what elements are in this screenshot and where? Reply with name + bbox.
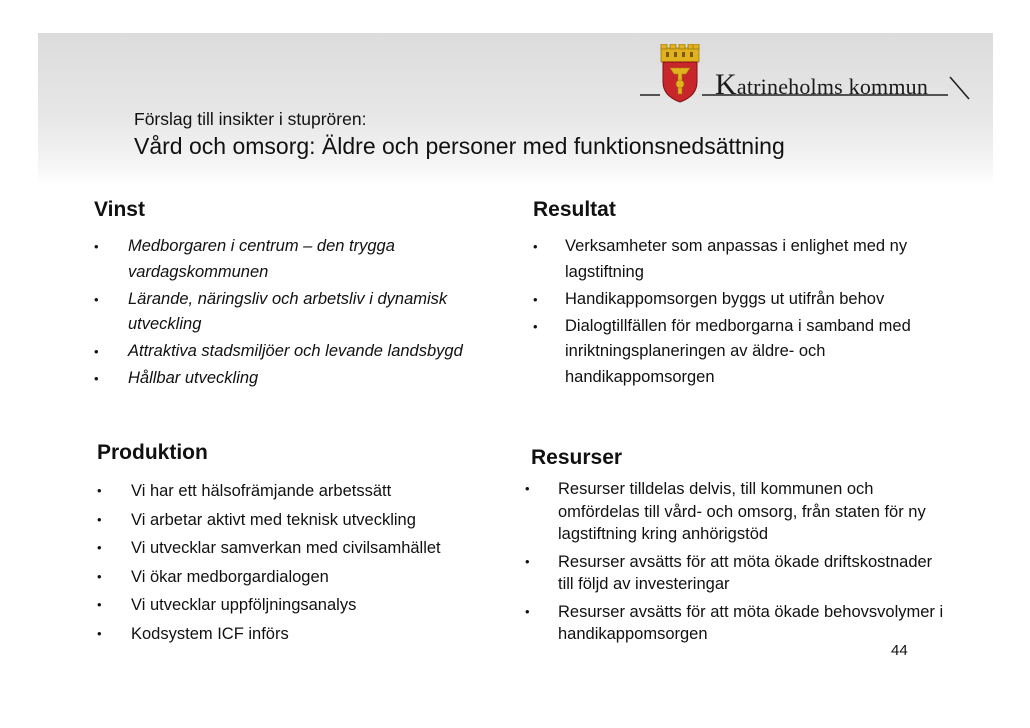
list-item [94,234,494,285]
crest-icon [661,44,699,102]
bullet-icon: • [533,239,538,254]
list-item-text: Vi utvecklar uppföljningsanalys [131,596,357,614]
list-item-text: Handikappomsorgen byggs ut utifrån behov [565,289,885,308]
slide-title: Vård och omsorg: Äldre och personer med funktionsnedsättning [134,133,785,159]
list-item-text: Verksamheter som anpassas i enlighet med ny lagstiftning [565,237,908,281]
list-item-text: Vi har ett hälsofrämjande arbetssätt [131,482,392,500]
bullet-icon: • [533,291,538,307]
bullet-icon: • [94,291,99,307]
list-item [533,287,953,313]
bullet-icon: • [525,553,530,569]
resultat-list [533,234,953,392]
bullet-icon: • [525,603,530,619]
list-item-text: Vi arbetar aktivt med teknisk utveckling [131,510,416,529]
list-item [94,366,494,392]
logo-rest: atrineholms kommun [736,74,929,99]
bullet-icon: • [533,318,538,334]
list-item [97,477,517,506]
list-item [533,234,953,285]
logo-initial: K [715,68,737,101]
list-item [94,339,494,365]
list-item [94,287,494,338]
vinst-list [94,234,494,393]
bullet-icon: • [97,597,102,612]
list-item [97,506,517,535]
list-item [97,620,517,649]
vinst-heading: Vinst [94,198,145,221]
list-item-text: Lärande, näringsliv och arbetsliv i dynamisk utveckling [128,289,448,333]
list-item-text: Vi utvecklar samverkan med civilsamhället [131,539,441,557]
produktion-list [97,477,517,648]
resurser-list [525,478,945,651]
list-item-text: Hållbar utveckling [128,369,259,387]
bullet-icon: • [97,568,102,584]
bullet-icon: • [97,625,102,641]
resurser-heading: Resurser [531,446,623,469]
list-item-text: Kodsystem ICF införs [131,624,289,643]
bullet-icon: • [94,344,99,359]
page-number: 44 [891,642,908,659]
list-item-text: Vi ökar medborgardialogen [131,567,329,586]
list-item [525,478,945,546]
list-item [97,534,517,563]
list-item-text: Dialogtillfällen för medborgarna i samband med inriktningsplaneringen av äldre- och handikappomsorgen [565,316,911,386]
list-item [525,601,945,646]
list-item-text: Medborgaren i centrum – den trygga vardagskommunen [128,237,395,281]
list-item [533,314,953,391]
logo-text [715,68,928,102]
list-item [97,591,517,620]
produktion-heading: Produktion [97,441,208,464]
list-item-text: Resurser avsätts för att möta ökade driftskostnader till följd av investeringar [558,552,933,593]
municipality-logo [638,44,973,106]
list-item-text: Resurser tilldelas delvis, till kommunen och omfördelas till vård- och omsorg, från staten för ny lagstiftning kring anhörigstöd [558,480,926,543]
list-item-text: Resurser avsätts för att möta ökade behovsvolymer i handikappomsorgen [558,602,944,643]
bullet-icon: • [525,481,530,496]
bullet-icon: • [97,483,102,498]
bullet-icon: • [97,540,102,555]
list-item [97,563,517,592]
slide-subtitle: Förslag till insikter i stuprören: [134,109,367,129]
list-item [525,551,945,596]
bullet-icon: • [97,511,102,527]
bullet-icon: • [94,371,99,386]
list-item-text: Attraktiva stadsmiljöer och levande landsbygd [128,342,463,360]
resultat-heading: Resultat [533,198,616,221]
bullet-icon: • [94,239,99,254]
